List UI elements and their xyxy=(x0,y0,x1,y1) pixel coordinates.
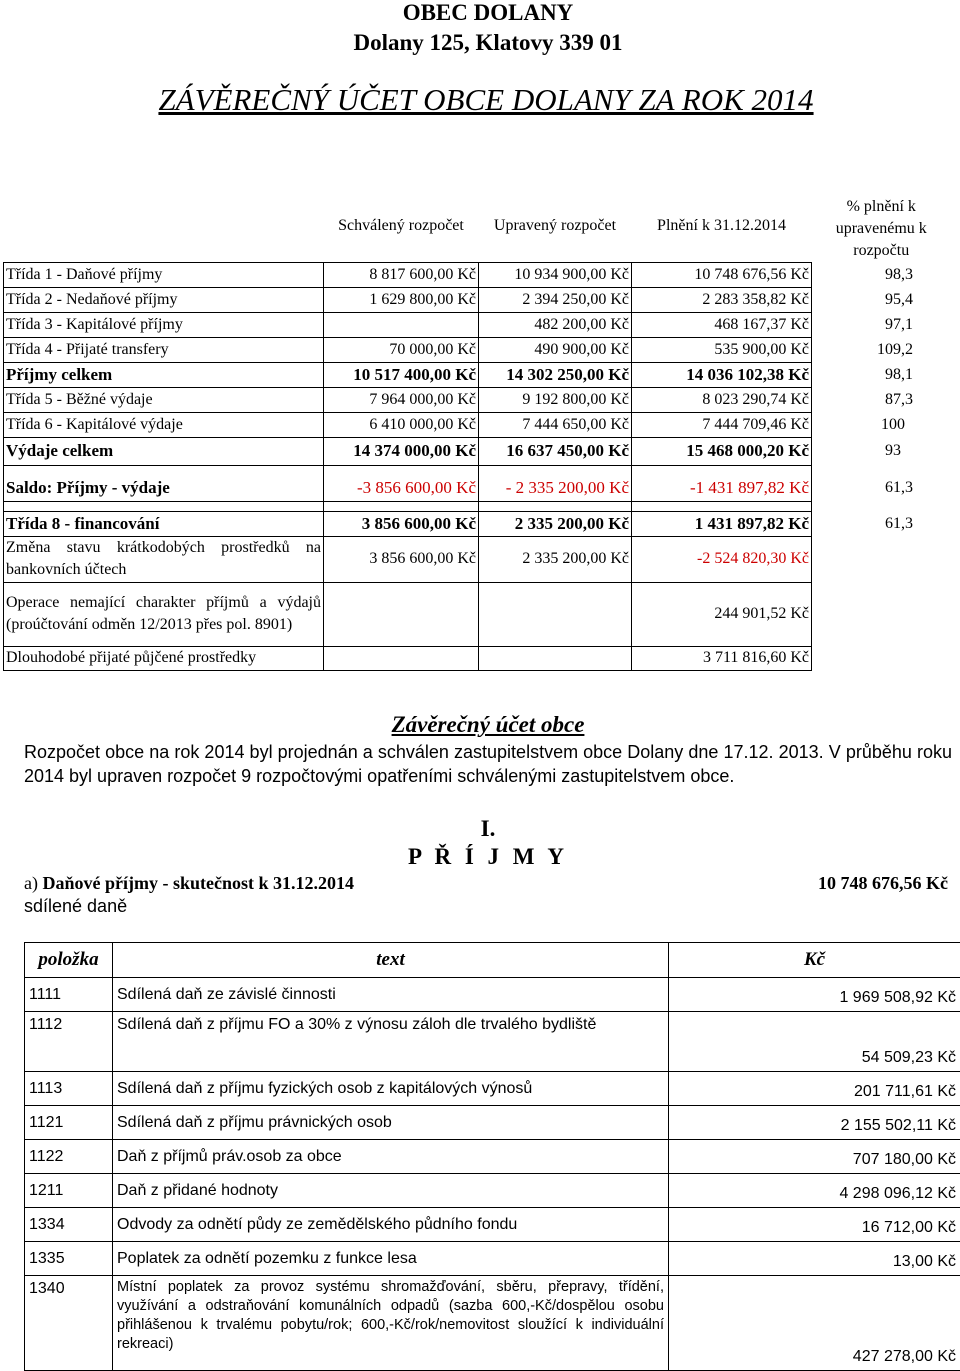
row-label: Třída 2 - Nedaňové příjmy xyxy=(4,287,324,312)
col-actual-header: Plnění k 31.12.2014 xyxy=(632,190,812,262)
row-percent xyxy=(812,582,952,646)
row-label: Operace nemající charakter příjmů a výdajů (proúčtování odměn 12/2013 přes pol. 8901) xyxy=(4,582,324,646)
item-code: 1211 xyxy=(25,1174,113,1208)
header-text: text xyxy=(113,943,669,978)
row-label: Třída 1 - Daňové příjmy xyxy=(4,262,324,287)
row-adjusted: 9 192 800,00 Kč xyxy=(479,387,632,412)
item-code: 1121 xyxy=(25,1106,113,1140)
tax-income-prefix: a) xyxy=(24,873,42,893)
item-code: 1335 xyxy=(25,1242,113,1276)
row-label: Změna stavu krátkodobých prostředků na bankovních účtech xyxy=(4,536,324,582)
row-adjusted: 490 900,00 Kč xyxy=(479,337,632,362)
item-amount: 707 180,00 Kč xyxy=(669,1140,960,1174)
row-actual: 10 748 676,56 Kč xyxy=(632,262,812,287)
row-actual: 7 444 709,46 Kč xyxy=(632,412,812,437)
summary-row xyxy=(4,337,952,362)
row-actual: 15 468 000,20 Kč xyxy=(632,437,812,465)
detail-row xyxy=(25,1174,960,1208)
summary-table xyxy=(3,190,952,671)
item-text: Daň z přidané hodnoty xyxy=(113,1174,669,1208)
summary-balance-row xyxy=(4,475,952,501)
item-amount: 1 969 508,92 Kč xyxy=(669,978,960,1012)
row-approved: 3 856 600,00 Kč xyxy=(324,536,479,582)
summary-financing-row xyxy=(4,511,952,536)
row-adjusted: 2 394 250,00 Kč xyxy=(479,287,632,312)
row-percent xyxy=(812,536,952,582)
col-adjusted-header: Upravený rozpočet xyxy=(479,190,632,262)
row-adjusted: 2 335 200,00 Kč xyxy=(479,511,632,536)
item-code: 1334 xyxy=(25,1208,113,1242)
chapter-number: I. xyxy=(0,816,960,842)
tax-detail-table xyxy=(24,942,960,1371)
row-label: Třída 3 - Kapitálové příjmy xyxy=(4,312,324,337)
item-code: 1113 xyxy=(25,1072,113,1106)
row-approved xyxy=(324,312,479,337)
summary-row xyxy=(4,536,952,582)
municipality-name: OBEC DOLANY xyxy=(0,0,960,26)
row-percent: 109,2 xyxy=(812,337,952,362)
row-actual: -1 431 897,82 Kč xyxy=(632,475,812,501)
row-adjusted: - 2 335 200,00 Kč xyxy=(479,475,632,501)
row-label: Třída 5 - Běžné výdaje xyxy=(4,387,324,412)
row-approved: 14 374 000,00 Kč xyxy=(324,437,479,465)
row-actual: 2 283 358,82 Kč xyxy=(632,287,812,312)
tax-income-label: Daňové příjmy - skutečnost k 31.12.2014 xyxy=(42,873,354,893)
row-approved: 8 817 600,00 Kč xyxy=(324,262,479,287)
item-amount: 13,00 Kč xyxy=(669,1242,960,1276)
row-percent: 93 xyxy=(812,437,952,465)
summary-header-row xyxy=(4,190,952,262)
col-approved-header: Schválený rozpočet xyxy=(324,190,479,262)
detail-row xyxy=(25,1012,960,1072)
row-label: Třída 8 - financování xyxy=(4,511,324,536)
row-adjusted xyxy=(479,646,632,670)
row-percent: 95,4 xyxy=(812,287,952,312)
row-adjusted: 10 934 900,00 Kč xyxy=(479,262,632,287)
municipality-address: Dolany 125, Klatovy 339 01 xyxy=(0,30,960,56)
row-percent: 61,3 xyxy=(812,475,952,501)
row-label: Příjmy celkem xyxy=(4,362,324,387)
item-text: Sdílená daň z příjmu právnických osob xyxy=(113,1106,669,1140)
row-adjusted: 2 335 200,00 Kč xyxy=(479,536,632,582)
row-actual: 535 900,00 Kč xyxy=(632,337,812,362)
item-amount: 54 509,23 Kč xyxy=(669,1012,960,1072)
summary-row xyxy=(4,287,952,312)
detail-row xyxy=(25,1242,960,1276)
shared-taxes-note: sdílené daně xyxy=(24,896,127,917)
tax-income-heading xyxy=(24,873,354,894)
row-label: Dlouhodobé přijaté půjčené prostředky xyxy=(4,646,324,670)
row-percent xyxy=(812,646,952,670)
row-percent: 98,1 xyxy=(812,362,952,387)
row-approved: 3 856 600,00 Kč xyxy=(324,511,479,536)
item-amount: 4 298 096,12 Kč xyxy=(669,1174,960,1208)
row-actual: 8 023 290,74 Kč xyxy=(632,387,812,412)
row-label: Saldo: Příjmy - výdaje xyxy=(4,475,324,501)
row-actual: 1 431 897,82 Kč xyxy=(632,511,812,536)
row-approved: -3 856 600,00 Kč xyxy=(324,475,479,501)
detail-header-row xyxy=(25,943,960,978)
summary-row xyxy=(4,412,952,437)
detail-row xyxy=(25,1140,960,1174)
intro-paragraph: Rozpočet obce na rok 2014 byl projednán a schválen zastupitelstvem obce Dolany dne 17.12. 2013. V průběhu roku 2014 byl upraven rozpočet 9 rozpočtovými opatřeními schválenými zastupitelstvem obce. xyxy=(24,740,952,788)
detail-row xyxy=(25,1276,960,1371)
summary-row xyxy=(4,646,952,670)
row-adjusted: 7 444 650,00 Kč xyxy=(479,412,632,437)
row-percent: 87,3 xyxy=(812,387,952,412)
summary-row xyxy=(4,387,952,412)
row-actual: 244 901,52 Kč xyxy=(632,582,812,646)
summary-total-row xyxy=(4,362,952,387)
chapter-heading: P Ř Í J M Y xyxy=(0,844,960,870)
item-text: Daň z příjmů práv.osob za obce xyxy=(113,1140,669,1174)
item-code: 1111 xyxy=(25,978,113,1012)
row-percent: 97,1 xyxy=(812,312,952,337)
row-approved xyxy=(324,582,479,646)
summary-row xyxy=(4,262,952,287)
row-label: Třída 6 - Kapitálové výdaje xyxy=(4,412,324,437)
item-text: Poplatek za odnětí pozemku z funkce lesa xyxy=(113,1242,669,1276)
detail-row xyxy=(25,1072,960,1106)
summary-total-row xyxy=(4,437,952,465)
item-text: Sdílená daň z příjmu fyzických osob z kapitálových výnosů xyxy=(113,1072,669,1106)
header-item: položka xyxy=(25,943,113,978)
header-amount: Kč xyxy=(669,943,960,978)
detail-row xyxy=(25,1208,960,1242)
item-amount: 2 155 502,11 Kč xyxy=(669,1106,960,1140)
page-title: ZÁVĚREČNÝ ÚČET OBCE DOLANY ZA ROK 2014 xyxy=(0,82,960,118)
item-amount: 427 278,00 Kč xyxy=(669,1276,960,1371)
row-adjusted xyxy=(479,582,632,646)
row-label: Třída 4 - Přijaté transfery xyxy=(4,337,324,362)
item-code: 1122 xyxy=(25,1140,113,1174)
item-text: Odvody za odnětí půdy ze zemědělského půdního fondu xyxy=(113,1208,669,1242)
item-amount: 201 711,61 Kč xyxy=(669,1072,960,1106)
summary-row xyxy=(4,582,952,646)
row-approved: 6 410 000,00 Kč xyxy=(324,412,479,437)
row-actual: -2 524 820,30 Kč xyxy=(632,536,812,582)
detail-row xyxy=(25,1106,960,1140)
item-code: 1112 xyxy=(25,1012,113,1072)
row-percent: 100 xyxy=(812,412,952,437)
row-actual: 3 711 816,60 Kč xyxy=(632,646,812,670)
row-approved: 7 964 000,00 Kč xyxy=(324,387,479,412)
item-text: Sdílená daň z příjmu FO a 30% z výnosu záloh dle trvalého bydliště xyxy=(113,1012,669,1072)
tax-income-total: 10 748 676,56 Kč xyxy=(818,873,948,894)
row-actual: 468 167,37 Kč xyxy=(632,312,812,337)
item-text: Místní poplatek za provoz systému shromažďování, sběru, přepravy, třídění, využívání a odstraňování komunálních odpadů (sazba 600,-Kč/dospělou osobu přihlášenou k trvalému pobytu/rok; 600,-Kč/rok/nemovitost sloužící k individuální rekreaci) xyxy=(113,1276,669,1371)
row-adjusted: 482 200,00 Kč xyxy=(479,312,632,337)
row-actual: 14 036 102,38 Kč xyxy=(632,362,812,387)
row-adjusted: 16 637 450,00 Kč xyxy=(479,437,632,465)
row-adjusted: 14 302 250,00 Kč xyxy=(479,362,632,387)
row-approved: 70 000,00 Kč xyxy=(324,337,479,362)
section-title: Závěrečný účet obce xyxy=(0,712,960,738)
item-text: Sdílená daň ze závislé činnosti xyxy=(113,978,669,1012)
row-approved: 1 629 800,00 Kč xyxy=(324,287,479,312)
detail-row xyxy=(25,978,960,1012)
row-percent: 98,3 xyxy=(812,262,952,287)
item-code: 1340 xyxy=(25,1276,113,1371)
row-label: Výdaje celkem xyxy=(4,437,324,465)
row-approved: 10 517 400,00 Kč xyxy=(324,362,479,387)
row-percent: 61,3 xyxy=(812,511,952,536)
item-amount: 16 712,00 Kč xyxy=(669,1208,960,1242)
col-percent-header: % plnění k upravenému k rozpočtu xyxy=(812,190,952,262)
row-approved xyxy=(324,646,479,670)
summary-row xyxy=(4,312,952,337)
